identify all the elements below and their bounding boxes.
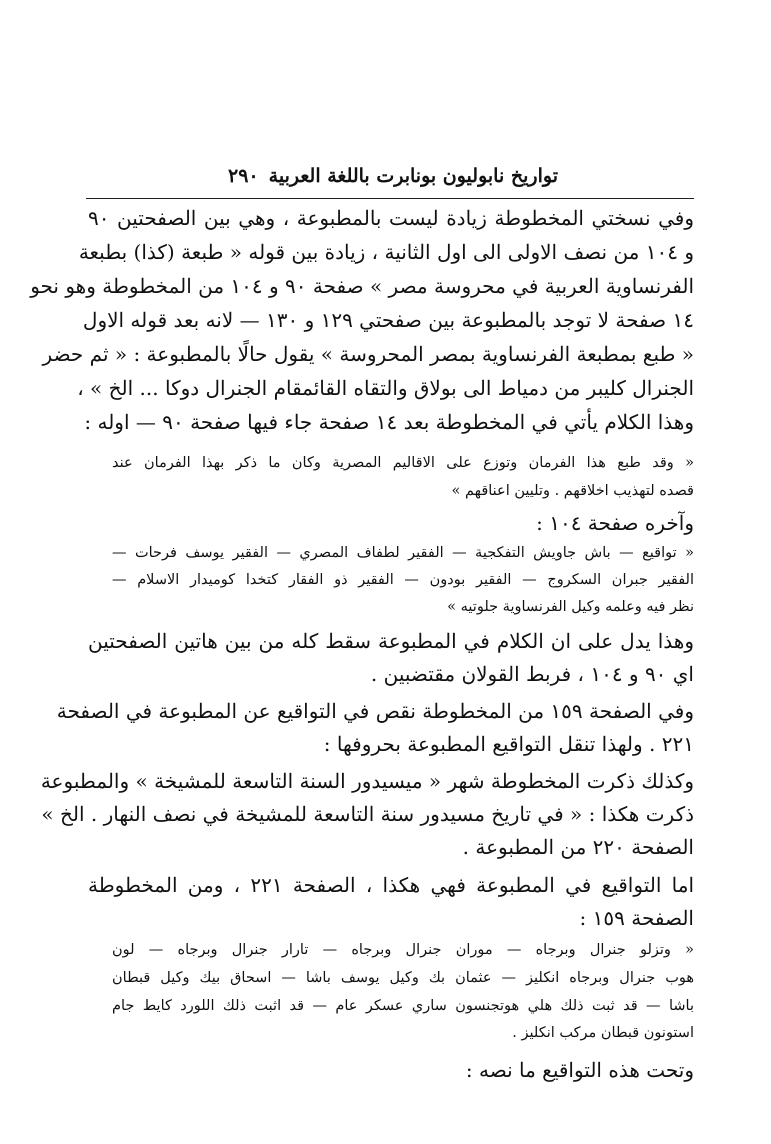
quote-line: هوب جنرال وبرجاه انكليز — عثمان بك وكيل يوسف باشا — اسحاق بيك وكيل قبطان: [112, 970, 694, 986]
paragraph-line: ٢٢١ . ولهذا تنقل التواقيع المطبوعة بحروفها :: [323, 732, 694, 756]
paragraph-line: اما التواقيع في المطبوعة فهي هكذا ، الصفحة ٢٢١ ، ومن المخطوطة: [88, 873, 694, 897]
paragraph-line: وتحت هذه التواقيع ما نصه :: [465, 1058, 694, 1082]
quote-line: « وقد طبع هذا الفرمان وتوزع على الاقاليم المصرية وكان ما ذكر بهذا الفرمان عند: [112, 455, 694, 471]
paragraph-line: وفي نسختي المخطوطة زيادة ليست بالمطبوعة ، وهي بين الصفحتين ٩٠: [88, 206, 694, 230]
running-title: تواريخ نابوليون بونابرت باللغة العربية: [268, 165, 558, 187]
quote-line: نظر فيه وعلمه وكيل الفرنساوية جلوتيه »: [447, 599, 694, 615]
paragraph-line: وآخره صفحة ١٠٤ :: [536, 511, 694, 535]
paragraph-line: و ١٠٤ من نصف الاولى الى اول الثانية ، زيادة بين قوله « طبعة (كذا) بطبعة: [78, 240, 694, 264]
paragraph-line: وكذلك ذكرت المخطوطة شهر « ميسيدور السنة التاسعة للمشيخة » والمطبوعة: [40, 769, 694, 793]
header-divider: [86, 198, 694, 199]
paragraph-line: الصفحة ٢٢٠ من المطبوعة .: [462, 835, 694, 859]
quote-line: « وتزلو جنرال وبرجاه — موران جنرال وبرجاه — تارار جنرال وبرجاه — لون: [112, 942, 694, 958]
paragraph-line: اي ٩٠ و ١٠٤ ، فربط القولان مقتضبين .: [370, 662, 694, 686]
paragraph-line: الجنرال كليبر من دمياط الى بولاق والتقاه القائمقام الجنرال دوكا ... الخ » ،: [77, 376, 694, 400]
paragraph-line: ذكرت هكذا : « في تاريخ مسيدور سنة التاسعة للمشيخة في نصف النهار . الخ »: [41, 802, 694, 826]
page-header: [228, 158, 558, 194]
paragraph-line: وهذا يدل على ان الكلام في المطبوعة سقط كله من بين هاتين الصفحتين: [88, 629, 694, 653]
paragraph-line: الفرنساوية العربية في محروسة مصر » صفحة ٩٠ و ١٠٤ من المخطوطة وهو نحو: [30, 274, 694, 298]
paragraph-line: وفي الصفحة ١٥٩ من المخطوطة نقص في التواقيع عن المطبوعة في الصفحة: [56, 699, 694, 723]
paragraph-line: ١٤ صفحة لا توجد بالمطبوعة بين صفحتي ١٢٩ و ١٣٠ — لانه بعد قوله الاول: [82, 308, 694, 332]
paragraph-line: « طبع بمطبعة الفرنساوية بمصر المحروسة » يقول حالًا بالمطبوعة : « ثم حضر: [42, 342, 694, 366]
quote-line: قصده لتهذيب اخلاقهم . وتليين اعناقهم »: [451, 483, 694, 499]
page-number: ٢٩٠: [228, 165, 259, 187]
paragraph-line: الصفحة ١٥٩ :: [579, 906, 694, 930]
quote-line: « تواقيع — باش جاويش التفكجية — الفقير لطفاف المصري — الفقير يوسف فرحات —: [112, 545, 694, 561]
quote-line: الفقير جبران السكروج — الفقير بودون — الفقير ذو الفقار كتخدا كوميدار الاسلام —: [112, 572, 694, 588]
quote-line: استونون قبطان مركب انكليز .: [512, 1025, 694, 1041]
paragraph-line: وهذا الكلام يأتي في المخطوطة بعد ١٤ صفحة جاء فيها صفحة ٩٠ — اوله :: [84, 410, 694, 434]
quote-line: باشا — قد ثبت ذلك هلي هوتجنسون ساري عسكر عام — قد اثبت ذلك اللورد كايط جام: [112, 998, 694, 1014]
